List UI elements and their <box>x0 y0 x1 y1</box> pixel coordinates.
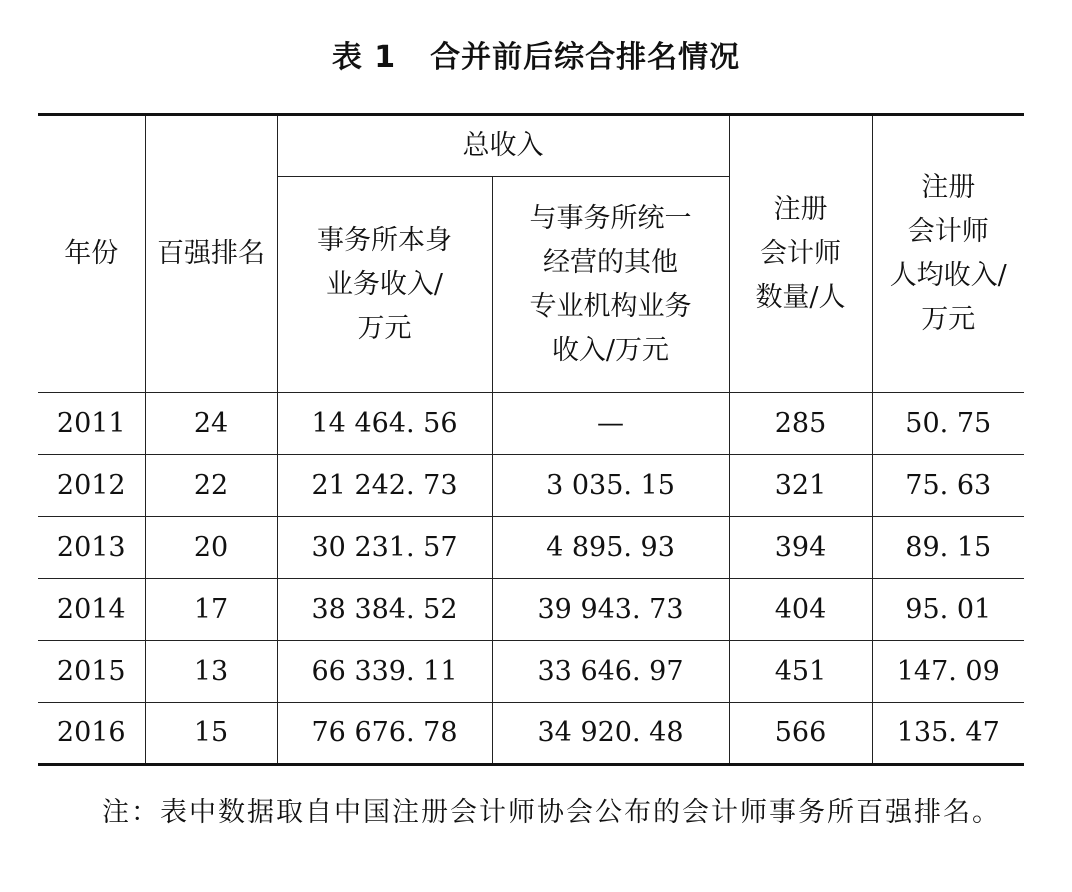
cell-year: 2013 <box>38 517 145 579</box>
cell-other-revenue: 3 035. 15 <box>492 455 729 517</box>
cell-other-revenue: 39 943. 73 <box>492 579 729 641</box>
cell-other-revenue: 34 920. 48 <box>492 703 729 765</box>
table-note: 注：表中数据取自中国注册会计师协会公布的会计师事务所百强排名。 <box>102 797 1001 828</box>
cell-own-revenue: 76 676. 78 <box>277 703 492 765</box>
cell-rank: 15 <box>145 703 277 765</box>
cell-cpa-count: 404 <box>729 579 872 641</box>
header-cpa-count: 注册 会计师 数量/人 <box>729 115 872 393</box>
cell-cpa-count: 566 <box>729 703 872 765</box>
cell-cpa-count: 394 <box>729 517 872 579</box>
header-other-revenue: 与事务所统一 经营的其他 专业机构业务 收入/万元 <box>492 177 729 393</box>
table-row <box>38 703 1024 765</box>
cell-year: 2011 <box>38 393 145 455</box>
header-per-cpa-revenue: 注册 会计师 人均收入/ 万元 <box>872 115 1024 393</box>
cell-own-revenue: 14 464. 56 <box>277 393 492 455</box>
cell-rank: 13 <box>145 641 277 703</box>
cell-rank: 24 <box>145 393 277 455</box>
cell-per-cpa-revenue: 50. 75 <box>872 393 1024 455</box>
cell-own-revenue: 21 242. 73 <box>277 455 492 517</box>
header-own-revenue: 事务所本身 业务收入/ 万元 <box>277 177 492 393</box>
cell-rank: 22 <box>145 455 277 517</box>
cell-cpa-count: 321 <box>729 455 872 517</box>
cell-per-cpa-revenue: 147. 09 <box>872 641 1024 703</box>
cell-own-revenue: 38 384. 52 <box>277 579 492 641</box>
table-row <box>38 455 1024 517</box>
table-row <box>38 641 1024 703</box>
cell-rank: 17 <box>145 579 277 641</box>
cell-own-revenue: 66 339. 11 <box>277 641 492 703</box>
header-year: 年份 <box>38 115 145 393</box>
cell-year: 2014 <box>38 579 145 641</box>
cell-year: 2015 <box>38 641 145 703</box>
cell-cpa-count: 285 <box>729 393 872 455</box>
cell-other-revenue: 33 646. 97 <box>492 641 729 703</box>
table-row <box>38 579 1024 641</box>
table-number: 表 1 <box>331 40 397 75</box>
cell-own-revenue: 30 231. 57 <box>277 517 492 579</box>
cell-cpa-count: 451 <box>729 641 872 703</box>
table-caption: 合并前后综合排名情况 <box>430 40 741 75</box>
cell-rank: 20 <box>145 517 277 579</box>
cell-year: 2012 <box>38 455 145 517</box>
cell-per-cpa-revenue: 75. 63 <box>872 455 1024 517</box>
table-title <box>0 36 1072 80</box>
header-total-revenue: 总收入 <box>277 115 729 177</box>
table-row <box>38 393 1024 455</box>
cell-per-cpa-revenue: 135. 47 <box>872 703 1024 765</box>
header-rank: 百强排名 <box>145 115 277 393</box>
cell-per-cpa-revenue: 95. 01 <box>872 579 1024 641</box>
table-row <box>38 517 1024 579</box>
ranking-table <box>38 113 1024 766</box>
cell-other-revenue: 4 895. 93 <box>492 517 729 579</box>
cell-year: 2016 <box>38 703 145 765</box>
cell-other-revenue: — <box>492 393 729 455</box>
cell-per-cpa-revenue: 89. 15 <box>872 517 1024 579</box>
